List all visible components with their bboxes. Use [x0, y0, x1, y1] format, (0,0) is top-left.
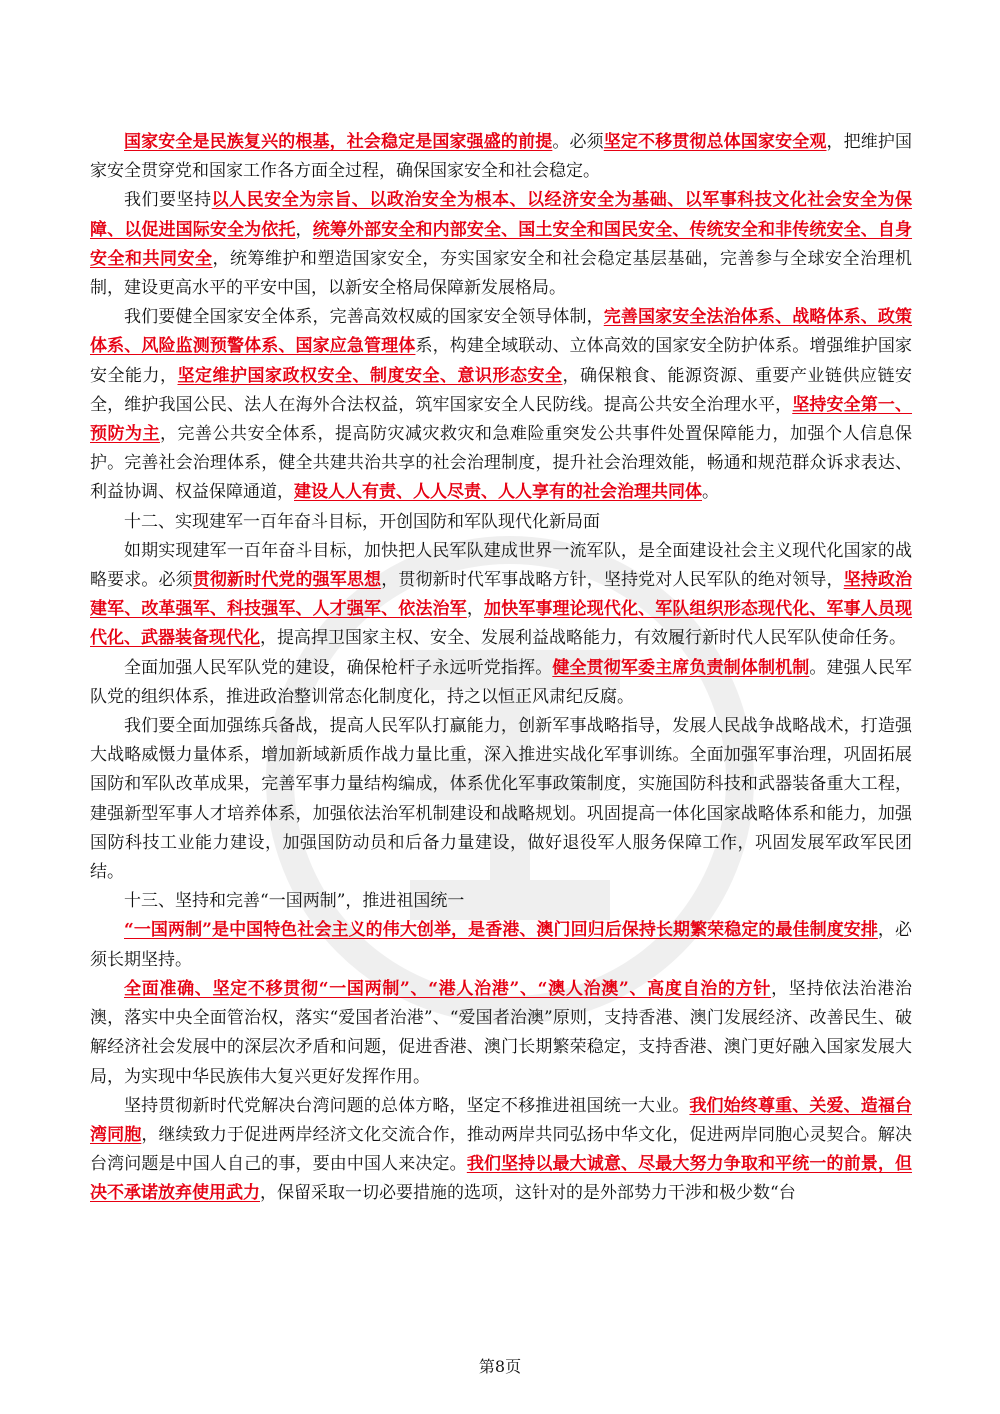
paragraph — [90, 186, 912, 303]
highlighted-text: 贯彻新时代党的强军思想 — [192, 570, 382, 591]
paragraph — [90, 975, 912, 1092]
page-number: 第8页 — [478, 1357, 522, 1376]
body-text: 我们要全面加强练兵备战，提高人民军队打赢能力，创新军事战略指导，发展人民战争战略战术，打造强大战略威慑力量体系，增加新域新质作战力量比重，深入推进实战化军事训练。全面加强军事治理，巩固拓展国防和军队改革成果，完善军事力量结构编成，体系优化军事政策制度，实施国防科技和武器装备重大工程，建强新型军事人才培养体系，加强依法治军机制建设和战略规划。巩固提高一体化国家战略体系和能力，加强国防科技工业能力建设，加强国防动员和后备力量建设，做好退役军人服务保障工作，巩固发展军政军民团结。 — [90, 716, 912, 883]
paragraph — [90, 303, 912, 507]
highlighted-text: 以人民安全为宗旨、以政治安全为根本、以经济安全为基础、以军事科技文化社会安全为保障、以促进国际安全为依托 — [90, 190, 913, 240]
body-text: 我们要健全国家安全体系，完善高效权威的国家安全领导体制， — [124, 307, 604, 328]
highlighted-text: 坚定维护国家政权安全、制度安全、意识形态安全 — [177, 365, 563, 386]
body-text: ，继续致力于促进两岸经济文化交流合作，推动两岸共同弘扬中华文化，促进两岸同胞心灵契合。解决台湾问题是中国人自己的事，要由中国人来决定。 — [90, 1124, 913, 1175]
body-text: ， — [466, 599, 484, 620]
body-text: ，坚持依法治港治澳，落实中央全面管治权，落实“爱国者治港”、“爱国者治澳”原则，支持香港、澳门发展经济、改善民生、破解经济社会发展中的深层次矛盾和问题，促进香港、澳门长期繁荣稳定，支持香港、澳门更好融入国家发展大局，为实现中华民族伟大复兴更好发挥作用。 — [90, 978, 912, 1087]
body-text: ，统筹维护和塑造国家安全，夯实国家安全和社会稳定基层基础，完善参与全球安全治理机制，建设更高水平的平安中国，以新安全格局保障新发展格局。 — [90, 248, 912, 299]
highlighted-text: 统筹外部安全和内部安全、国土安全和国民安全、传统安全和非传统安全、自身安全和共同安全 — [90, 219, 913, 269]
body-text: ，把维护国家安全贯穿党和国家工作各方面全过程，确保国家安全和社会稳定。 — [90, 132, 913, 182]
highlighted-text: 健全贯彻军委主席负责制体制机制 — [552, 657, 810, 678]
body-text: ，完善公共安全体系，提高防灾减灾救灾和急难险重突发公共事件处置保障能力，加强个人信息保护。完善社会治理体系，健全共建共治共享的社会治理制度，提升社会治理效能，畅通和规范群众诉求表达、利益协调、权益保障通道， — [90, 424, 912, 503]
highlighted-text: 全面准确、坚定不移贯彻“一国两制”、“港人治港”、“澳人治澳”、高度自治的方针 — [124, 978, 772, 999]
paragraph — [90, 712, 912, 887]
body-text: 。 — [702, 482, 719, 503]
body-text: 系，构建全域联动、立体高效的国家安全防护体系。增强维护国家安全能力， — [90, 336, 913, 386]
body-text: ，确保粮食、能源资源、重要产业链供应链安全，维护我国公民、法人在海外合法权益，筑牢国家安全人民防线。提高公共安全治理水平， — [90, 365, 912, 415]
body-text: ，保留采取一切必要措施的选项，这针对的是外部势力干涉和极少数“台 — [260, 1183, 796, 1204]
body-text: ，提高捍卫国家主权、安全、发展利益战略能力，有效履行新时代人民军队使命任务。 — [260, 628, 906, 649]
section-heading — [90, 887, 912, 916]
body-text: ， — [295, 219, 313, 240]
body-text: 全面加强人民军队党的建设，确保枪杆子永远听党指挥。 — [124, 657, 553, 678]
paragraph — [90, 537, 912, 654]
body-text: 十二、实现建军一百年奋斗目标，开创国防和军队现代化新局面 — [124, 511, 600, 532]
body-text: ，必须长期坚持。 — [90, 920, 912, 970]
paragraph — [90, 128, 912, 186]
body-text: 十三、坚持和完善“一国两制”，推进祖国统一 — [124, 891, 465, 912]
highlighted-text: 我们坚持以最大诚意、尽最大努力争取和平统一的前景，但决不承诺放弃使用武力 — [90, 1154, 913, 1204]
body-text: ，贯彻新时代军事战略方针，坚持党对人民军队的绝对领导， — [381, 570, 844, 591]
highlighted-text: 坚持安全第一、预防为主 — [90, 394, 913, 445]
body-text: 。必须 — [552, 132, 604, 152]
paragraph — [90, 1092, 912, 1209]
body-text: 我们要坚持 — [124, 190, 212, 211]
paragraph — [90, 654, 912, 712]
document-body — [90, 128, 912, 1209]
paragraph — [90, 916, 912, 974]
highlighted-text: “一国两制”是中国特色社会主义的伟大创举，是香港、澳门回归后保持长期繁荣稳定的最佳制度安排 — [124, 920, 878, 941]
highlighted-text: 加快军事理论现代化、军队组织形态现代化、军事人员现代化、武器装备现代化 — [90, 599, 913, 649]
highlighted-text: 坚定不移贯彻总体国家安全观 — [603, 132, 827, 152]
section-heading — [90, 508, 912, 537]
highlighted-text: 建设人人有责、人人尽责、人人享有的社会治理共同体 — [294, 482, 702, 503]
body-text: 。建强人民军队党的组织体系，推进政治整训常态化制度化，持之以恒正风肃纪反腐。 — [90, 657, 913, 707]
highlighted-text: 我们始终尊重、关爱、造福台湾同胞 — [90, 1095, 913, 1145]
body-text: 如期实现建军一百年奋斗目标，加快把人民军队建成世界一流军队，是全面建设社会主义现代化国家的战略要求。必须 — [90, 540, 912, 591]
highlighted-text: 国家安全是民族复兴的根基，社会稳定是国家强盛的前提 — [124, 132, 553, 152]
body-text: 坚持贯彻新时代党解决台湾问题的总体方略，坚定不移推进祖国统一大业。 — [124, 1095, 690, 1116]
highlighted-text: 完善国家安全法治体系、战略体系、政策体系、风险监测预警体系、国家应急管理体 — [90, 307, 913, 357]
highlighted-text: 坚持政治建军、改革强军、科技强军、人才强军、依法治军 — [90, 570, 913, 620]
